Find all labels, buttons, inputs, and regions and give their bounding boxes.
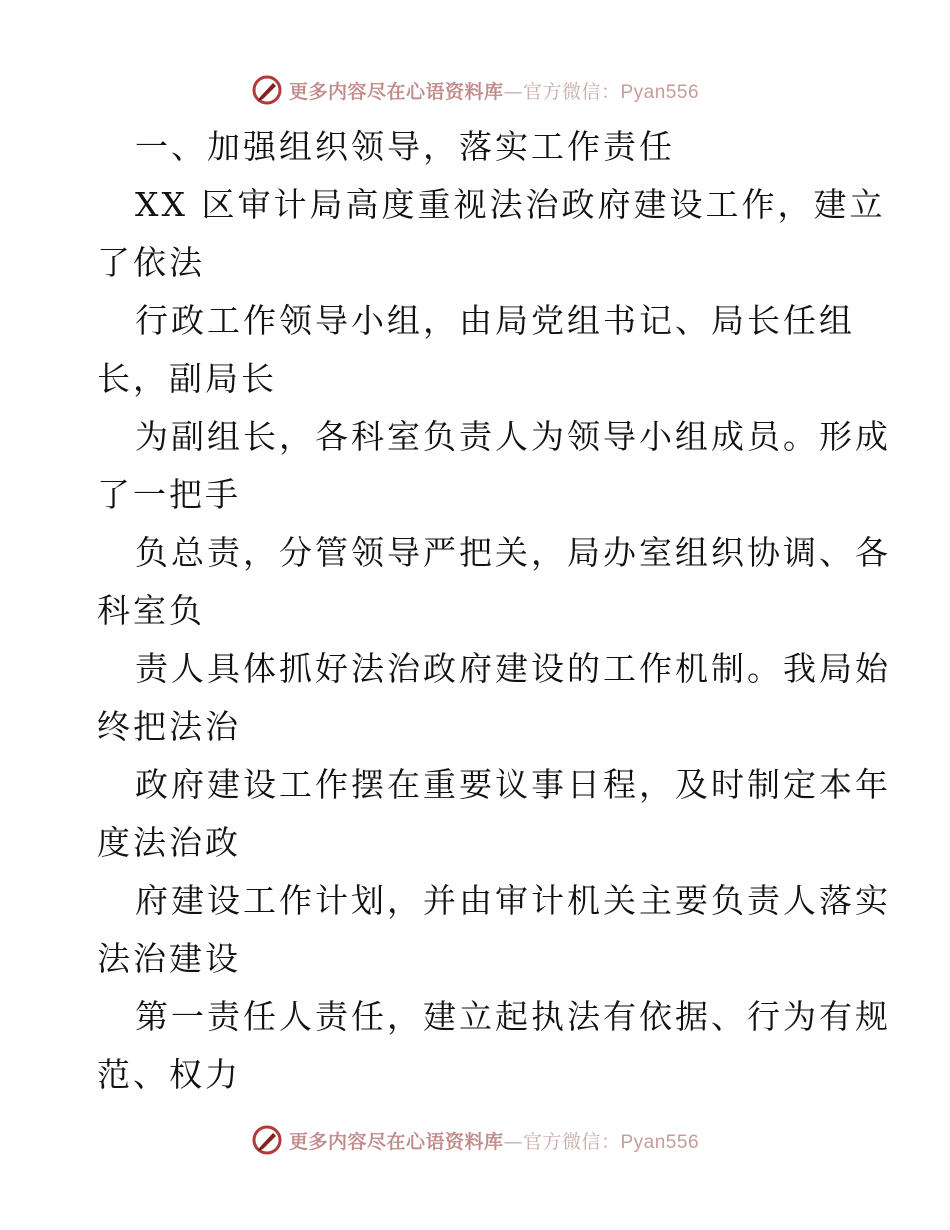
footer-watermark <box>0 1120 950 1160</box>
paragraph-line: 科室负 <box>97 591 205 630</box>
watermark-wechat-id: Pyan556 <box>620 81 700 103</box>
paragraph-line: 长，副局长 <box>97 359 277 398</box>
paragraph-line: 行政工作领导小组，由局党组书记、局长任组 <box>135 301 855 340</box>
watermark-brand: 更多内容尽在心语资料库 <box>288 1130 504 1153</box>
watermark-wechat-label: 官方微信： <box>522 80 621 103</box>
paragraph-line: 负总责，分管领导严把关，局办室组织协调、各 <box>135 533 891 572</box>
watermark-text <box>289 77 699 104</box>
pen-logo-icon <box>251 74 283 106</box>
paragraph-line: 了一把手 <box>97 475 241 514</box>
watermark-separator: — <box>503 80 523 103</box>
paragraph-line: XX 区审计局高度重视法治政府建设工作，建立 <box>135 185 886 224</box>
paragraph-line: 范、权力 <box>97 1055 241 1094</box>
paragraph-line: 了依法 <box>97 243 205 282</box>
paragraph-line: 第一责任人责任，建立起执法有依据、行为有规 <box>135 997 891 1036</box>
header-watermark <box>0 70 950 110</box>
watermark-wechat-id: Pyan556 <box>620 1131 700 1153</box>
watermark-brand: 更多内容尽在心语资料库 <box>288 80 504 103</box>
paragraph-line: 府建设工作计划，并由审计机关主要负责人落实 <box>135 881 891 920</box>
watermark-separator: — <box>503 1130 523 1153</box>
watermark-text <box>289 1127 699 1154</box>
paragraph-line: 法治建设 <box>97 939 241 978</box>
paragraph-line: 度法治政 <box>97 823 241 862</box>
watermark-wechat-label: 官方微信： <box>522 1130 621 1153</box>
paragraph-line: 为副组长，各科室负责人为领导小组成员。形成 <box>135 417 891 456</box>
document-body <box>97 118 891 1104</box>
paragraph-line: 终把法治 <box>97 707 241 746</box>
paragraph-line: 一、加强组织领导，落实工作责任 <box>135 127 675 166</box>
paragraph-line: 责人具体抓好法治政府建设的工作机制。我局始 <box>135 649 891 688</box>
pen-logo-icon <box>251 1124 283 1156</box>
paragraph-line: 政府建设工作摆在重要议事日程，及时制定本年 <box>135 765 891 804</box>
